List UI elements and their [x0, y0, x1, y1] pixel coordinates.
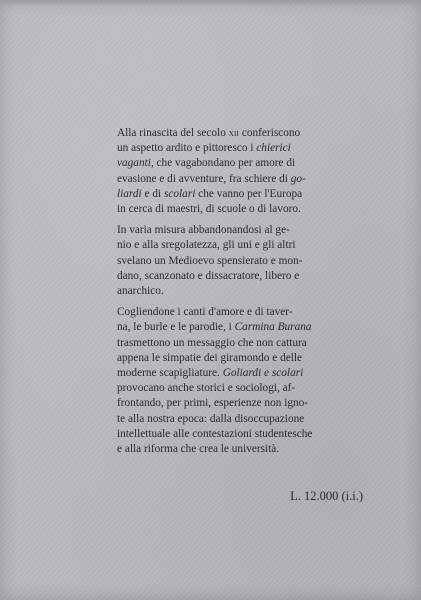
- text-run: In varia misura abbandonandosi al ge-: [117, 224, 290, 237]
- blurb-line: [117, 351, 345, 366]
- blurb-paragraph: [117, 305, 345, 457]
- italic-text: scolari: [163, 187, 196, 200]
- blurb-text: [117, 126, 345, 457]
- blurb-line: [117, 412, 345, 427]
- text-run: Cogliendone i canti d'amore e di taver-: [117, 306, 293, 319]
- blurb-line: [117, 381, 345, 396]
- blurb-line: [117, 141, 345, 156]
- text-run: dano, scanzonato e dissacratore, libero e: [117, 269, 300, 282]
- text-run: appena le simpatie dei giramondo e delle: [117, 351, 303, 364]
- cover-top-edge: [0, 0, 421, 6]
- blurb-line: [117, 126, 345, 141]
- blurb-paragraph: [117, 223, 345, 299]
- text-run: anarchico.: [117, 285, 164, 298]
- blurb-line: [117, 366, 345, 381]
- text-run: intellettuale alle contestazioni studentesche: [117, 427, 313, 440]
- italic-text: chierici: [256, 142, 291, 155]
- blurb-line: [117, 336, 345, 351]
- text-run: in cerca di maestri, di scuole o di lavoro.: [117, 203, 301, 216]
- blurb-line: [117, 284, 345, 299]
- text-run: Alla rinascita del secolo: [117, 127, 229, 139]
- text-run: svelano un Medioevo spensierato e mon-: [117, 254, 303, 267]
- text-run: te alla nostra epoca: dalla disoccupazione: [117, 412, 305, 425]
- text-run: che vanno per l'Europa: [195, 187, 303, 200]
- blurb-line: [117, 172, 345, 187]
- text-run: e di: [141, 187, 164, 200]
- text-run: che vagabondano per amore di: [153, 157, 296, 170]
- text-run: nio e alla sregolatezza, gli uni e gli altri: [117, 239, 296, 252]
- italic-text: vaganti,: [117, 157, 154, 170]
- blurb-line: [117, 254, 345, 269]
- text-run: trasmettono un messaggio che non cattura: [117, 336, 307, 349]
- italic-text: Goliardi e scolari: [222, 367, 304, 380]
- blurb-line: [117, 223, 345, 238]
- roman-numeral: xii: [228, 128, 240, 139]
- text-run: frontando, per primi, esperienze non igno-: [117, 397, 309, 410]
- blurb-line: [117, 305, 345, 320]
- text-run: evasione e di avventure, fra schiere di: [117, 172, 291, 185]
- blurb-line: [117, 442, 345, 457]
- blurb-line: [117, 427, 345, 442]
- text-run: conferiscono: [239, 127, 301, 139]
- text-run: na, le burle e le parodie, i: [117, 321, 235, 334]
- blurb-line: [117, 238, 345, 253]
- blurb-line: [117, 156, 345, 171]
- blurb-paragraph: [117, 126, 345, 217]
- blurb-line: [117, 320, 345, 335]
- text-run: moderne scapigliature.: [117, 367, 223, 380]
- italic-text: go-: [290, 172, 306, 185]
- price-label: L. 12.000 (i.i.): [290, 489, 363, 503]
- blurb-line: [117, 396, 345, 411]
- text-run: e alla riforma che crea le università.: [117, 443, 280, 456]
- text-run: un aspetto ardito e pittoresco i: [117, 142, 257, 155]
- italic-text: liardi: [117, 187, 142, 200]
- blurb-line: [117, 187, 345, 202]
- italic-text: Carmina Burana: [234, 321, 312, 334]
- text-run: provocano anche storici e sociologi, af-: [117, 382, 296, 395]
- blurb-line: [117, 269, 345, 284]
- blurb-line: [117, 202, 345, 217]
